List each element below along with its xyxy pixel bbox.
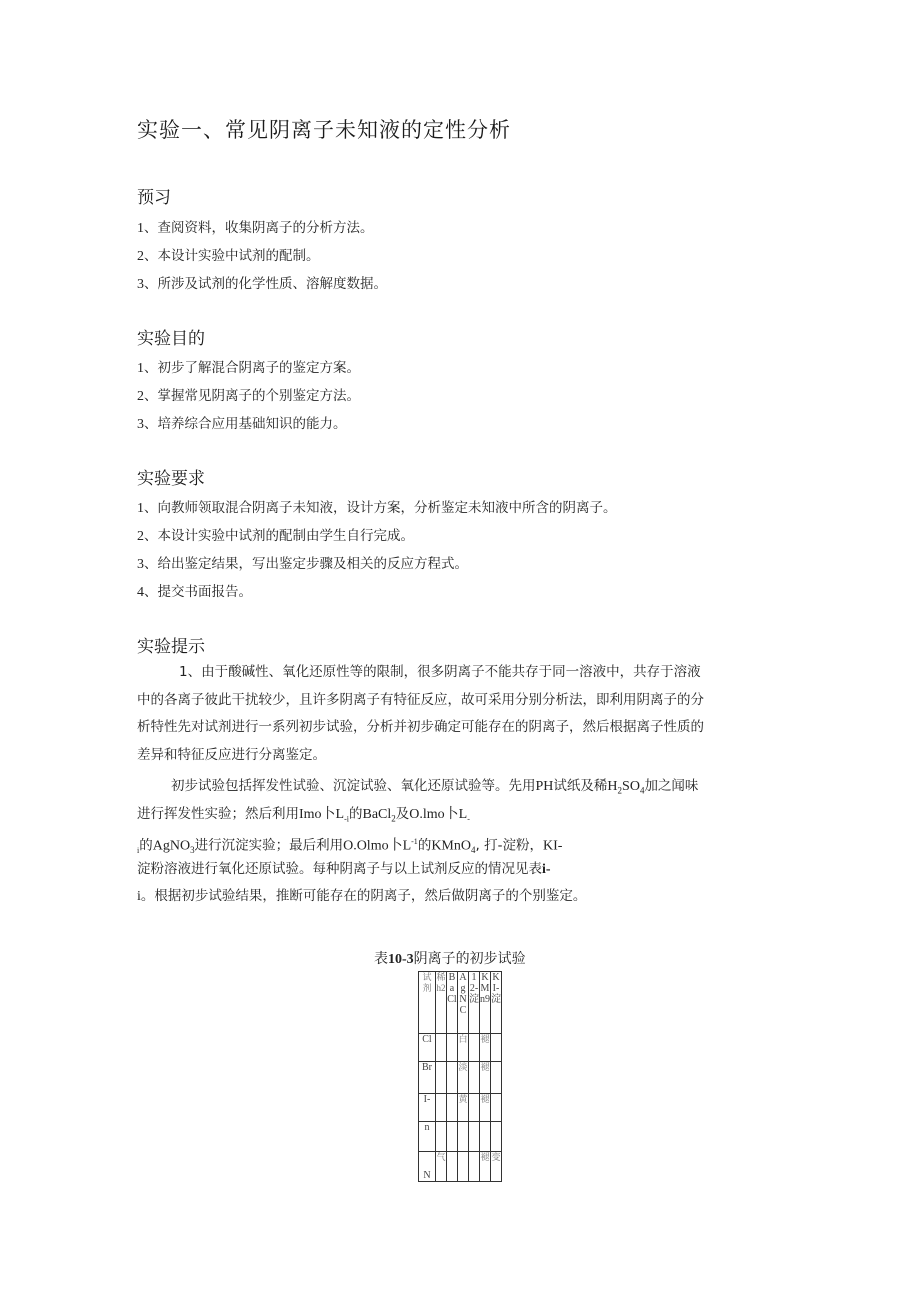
section-heading-purpose: 实验目的 [137, 329, 205, 349]
table-header-cell: KI-淀 [491, 972, 502, 1034]
table-row [419, 1062, 502, 1094]
hint-p2-line-2: 进行挥发性实验；然后利用Imo卜$L_{-i}$的BaCl$_2$及O.lmo卜$L_-$ [137, 805, 470, 824]
table-cell [436, 1034, 447, 1062]
table-cell [436, 1094, 447, 1122]
table-cell [469, 1122, 480, 1152]
purpose-item-3: 3、培养综合应用基础知识的能力。 [137, 416, 347, 432]
hint-p2-line-5: i。根据初步试验结果，推断可能存在的阴离子，然后做阴离子的个别鉴定。 [137, 888, 587, 904]
table-cell [491, 1122, 502, 1152]
table-cell [491, 1034, 502, 1062]
table-cell [447, 1034, 458, 1062]
table-cell: I- [419, 1094, 436, 1122]
table-cell: Br [419, 1062, 436, 1094]
hint-paragraph-1 [137, 659, 787, 769]
table-cell: 气 [436, 1152, 447, 1182]
table-cell: 变 [491, 1152, 502, 1182]
table-cell [491, 1062, 502, 1094]
anion-preliminary-test-table [418, 971, 502, 1182]
table-cell [447, 1062, 458, 1094]
table-cell: 淡 [458, 1062, 469, 1094]
table-cell: N [419, 1152, 436, 1182]
preview-item-2: 2、本设计实验中试剂的配制。 [137, 248, 320, 264]
purpose-item-2: 2、掌握常见阴离子的个别鉴定方法。 [137, 388, 360, 404]
table-header-cell: KMn9 [480, 972, 491, 1034]
table-header-cell: 稀h2 [436, 972, 447, 1034]
table-cell [447, 1122, 458, 1152]
table-row [419, 1094, 502, 1122]
table-cell: n [419, 1122, 436, 1152]
section-heading-preview: 预习 [137, 188, 171, 208]
table-header-cell: 试剂 [419, 972, 436, 1034]
hint-p1-line-3: 析特性先对试剂进行一系列初步试验，分析并初步确定可能存在的阴离子，然后根据离子性质的 [137, 719, 704, 735]
page-title: 实验一、常见阴离子未知液的定性分析 [137, 118, 511, 142]
hint-p2-line-3: $_i$的AgNO$_3$进行沉淀实验；最后利用O.Olmo卜$L^{-1}$的KMnO$_4$, 打-淀粉，KI- [137, 837, 563, 856]
hint-p1-line-4: 差异和特征反应进行分离鉴定。 [137, 746, 326, 763]
hint-paragraph-2 [137, 773, 787, 911]
table-row [419, 1122, 502, 1152]
preview-item-1: 1、查阅资料，收集阴离子的分析方法。 [137, 220, 374, 236]
table-cell [447, 1094, 458, 1122]
requirements-item-4: 4、提交书面报告。 [137, 584, 252, 600]
requirements-item-1: 1、向教师领取混合阴离子未知液，设计方案，分析鉴定未知液中所含的阴离子。 [137, 500, 617, 516]
table-cell: 褪 [480, 1062, 491, 1094]
table-header-cell: AgNC [458, 972, 469, 1034]
table-cell [447, 1152, 458, 1182]
table-row [419, 1152, 502, 1182]
table-cell [458, 1152, 469, 1182]
table-header-cell: 1 2-淀 [469, 972, 480, 1034]
section-heading-requirements: 实验要求 [137, 469, 205, 489]
table-cell: 黄 [458, 1094, 469, 1122]
purpose-item-1: 1、初步了解混合阴离子的鉴定方案。 [137, 360, 360, 376]
table-cell [469, 1034, 480, 1062]
table-cell: 褪 [480, 1152, 491, 1182]
table-cell: Cl [419, 1034, 436, 1062]
hint-p2-line-4: 淀粉溶液进行氧化还原试验。每种阴离子与以上试剂反应的情况见表i- [137, 860, 551, 877]
table-caption: 表10-3阴离子的初步试验 [374, 951, 526, 967]
table-row [419, 1034, 502, 1062]
table-cell: 褪 [480, 1094, 491, 1122]
hint-p1-line-1: 1、由于酸碱性、氧化还原性等的限制，很多阴离子不能共存于同一溶液中，共存于溶液 [179, 664, 701, 680]
table-cell: 白 [458, 1034, 469, 1062]
requirements-item-3: 3、给出鉴定结果，写出鉴定步骤及相关的反应方程式。 [137, 556, 468, 572]
hint-p1-line-2: 中的各离子彼此干扰较少，且许多阴离子有特征反应，故可采用分别分析法，即利用阴离子的分 [137, 691, 704, 708]
table-cell [469, 1062, 480, 1094]
table-cell [436, 1122, 447, 1152]
table-cell [469, 1152, 480, 1182]
table-cell [436, 1062, 447, 1094]
table-cell: 褪 [480, 1034, 491, 1062]
requirements-item-2: 2、本设计实验中试剂的配制由学生自行完成。 [137, 528, 414, 544]
table-header-row [419, 972, 502, 1034]
preview-item-3: 3、所涉及试剂的化学性质、溶解度数据。 [137, 276, 387, 292]
table-cell [469, 1094, 480, 1122]
hint-p2-line-1: 初步试验包括挥发性试验、沉淀试验、氧化还原试验等。先用PH试纸及稀$H_2SO_4$加之闻味 [171, 778, 699, 796]
table-cell [491, 1094, 502, 1122]
table-header-cell: BaCl [447, 972, 458, 1034]
table-cell [480, 1122, 491, 1152]
section-heading-hints: 实验提示 [137, 637, 205, 657]
table-cell [458, 1122, 469, 1152]
